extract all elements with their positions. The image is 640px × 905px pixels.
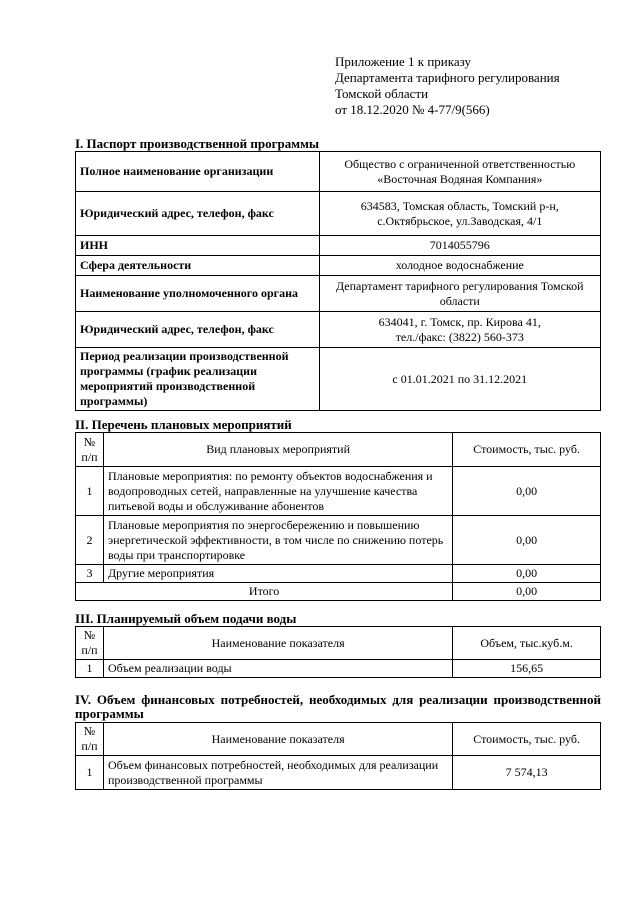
cell-name: Объем финансовых потребностей, необходимых для реализации производственной программы xyxy=(103,756,452,790)
financial-needs-table xyxy=(75,722,601,790)
row-label: Юридический адрес, телефон, факс xyxy=(76,192,320,236)
row-label: Наименование уполномоченного органа xyxy=(76,276,320,312)
cell-cost: 0,00 xyxy=(453,467,601,516)
section-1-title: I. Паспорт производственной программы xyxy=(75,136,320,151)
col-header-value: Объем, тыс.куб.м. xyxy=(453,627,601,660)
row-value: 7014055796 xyxy=(319,236,600,256)
value-line: тел./факс: (3822) 560-373 xyxy=(395,329,524,344)
col-header-name: Наименование показателя xyxy=(103,627,452,660)
table-row xyxy=(76,256,601,276)
row-value xyxy=(319,192,600,236)
header-line-1: Приложение 1 к приказу xyxy=(335,54,472,69)
section-3-title: III. Планируемый объем подачи воды xyxy=(75,611,297,626)
header-line-4: от 18.12.2020 № 4-77/9(566) xyxy=(335,102,490,117)
value-line: Департамент тарифного регулирования Томской xyxy=(335,278,584,293)
document-header xyxy=(335,54,560,118)
table-row xyxy=(76,756,601,790)
cell-name: Объем реализации воды xyxy=(103,660,452,678)
table-row xyxy=(76,312,601,348)
col-header-name: Вид плановых мероприятий xyxy=(103,433,452,467)
table-row xyxy=(76,152,601,192)
col-header-num: № п/п xyxy=(76,723,104,756)
value-line: Общество с ограниченной ответственностью xyxy=(344,156,576,171)
cell-num: 3 xyxy=(76,565,104,583)
col-header-name: Наименование показателя xyxy=(103,723,452,756)
cell-cost: 0,00 xyxy=(453,516,601,565)
table-row xyxy=(76,516,601,565)
col-header-cost: Стоимость, тыс. руб. xyxy=(453,433,601,467)
row-value xyxy=(319,312,600,348)
water-supply-table xyxy=(75,626,601,678)
header-line-2: Департамента тарифного регулирования xyxy=(335,70,560,85)
row-label: Полное наименование организации xyxy=(76,152,320,192)
cell-num: 1 xyxy=(76,467,104,516)
table-row xyxy=(76,348,601,411)
cell-name: Плановые мероприятия по энергосбережению и повышению энергетической эффективности, в том числе по снижению потерь воды при транспортировке xyxy=(103,516,452,565)
cell-value: 156,65 xyxy=(453,660,601,678)
table-header-row xyxy=(76,433,601,467)
table-row xyxy=(76,192,601,236)
table-header-row xyxy=(76,627,601,660)
row-value: холодное водоснабжение xyxy=(319,256,600,276)
col-header-num: № п/п xyxy=(76,627,104,660)
table-header-row xyxy=(76,723,601,756)
value-line: области xyxy=(439,293,480,308)
value-line: «Восточная Водяная Компания» xyxy=(377,171,543,186)
cell-cost: 0,00 xyxy=(453,565,601,583)
table-row xyxy=(76,565,601,583)
total-value: 0,00 xyxy=(453,583,601,601)
table-row xyxy=(76,660,601,678)
cell-num: 1 xyxy=(76,660,104,678)
row-label: ИНН xyxy=(76,236,320,256)
value-line: 634583, Томская область, Томский р-н, xyxy=(360,198,559,213)
row-label: Сфера деятельности xyxy=(76,256,320,276)
col-header-value: Стоимость, тыс. руб. xyxy=(453,723,601,756)
table-row xyxy=(76,276,601,312)
cell-num: 1 xyxy=(76,756,104,790)
cell-name: Плановые мероприятия: по ремонту объектов водоснабжения и водопроводных сетей, направленные на улучшение качества питьевой воды и обслуживание абонентов xyxy=(103,467,452,516)
passport-table xyxy=(75,151,601,411)
cell-name: Другие мероприятия xyxy=(103,565,452,583)
row-value xyxy=(319,152,600,192)
activities-table xyxy=(75,432,601,601)
total-label: Итого xyxy=(76,583,453,601)
row-value: с 01.01.2021 по 31.12.2021 xyxy=(319,348,600,411)
section-4-title: IV. Объем финансовых потребностей, необходимых для реализации производственной программы xyxy=(75,692,601,721)
cell-value: 7 574,13 xyxy=(453,756,601,790)
col-header-num: № п/п xyxy=(76,433,104,467)
section-2-title: II. Перечень плановых мероприятий xyxy=(75,417,292,432)
row-label: Юридический адрес, телефон, факс xyxy=(76,312,320,348)
value-line: 634041, г. Томск, пр. Кирова 41, xyxy=(378,314,541,329)
header-line-3: Томской области xyxy=(335,86,429,101)
table-row xyxy=(76,467,601,516)
row-value xyxy=(319,276,600,312)
row-label: Период реализации производственной программы (график реализации мероприятий производственной программы) xyxy=(76,348,320,411)
cell-num: 2 xyxy=(76,516,104,565)
value-line: с.Октябрьское, ул.Заводская, 4/1 xyxy=(377,213,543,228)
table-row xyxy=(76,236,601,256)
table-total-row xyxy=(76,583,601,601)
